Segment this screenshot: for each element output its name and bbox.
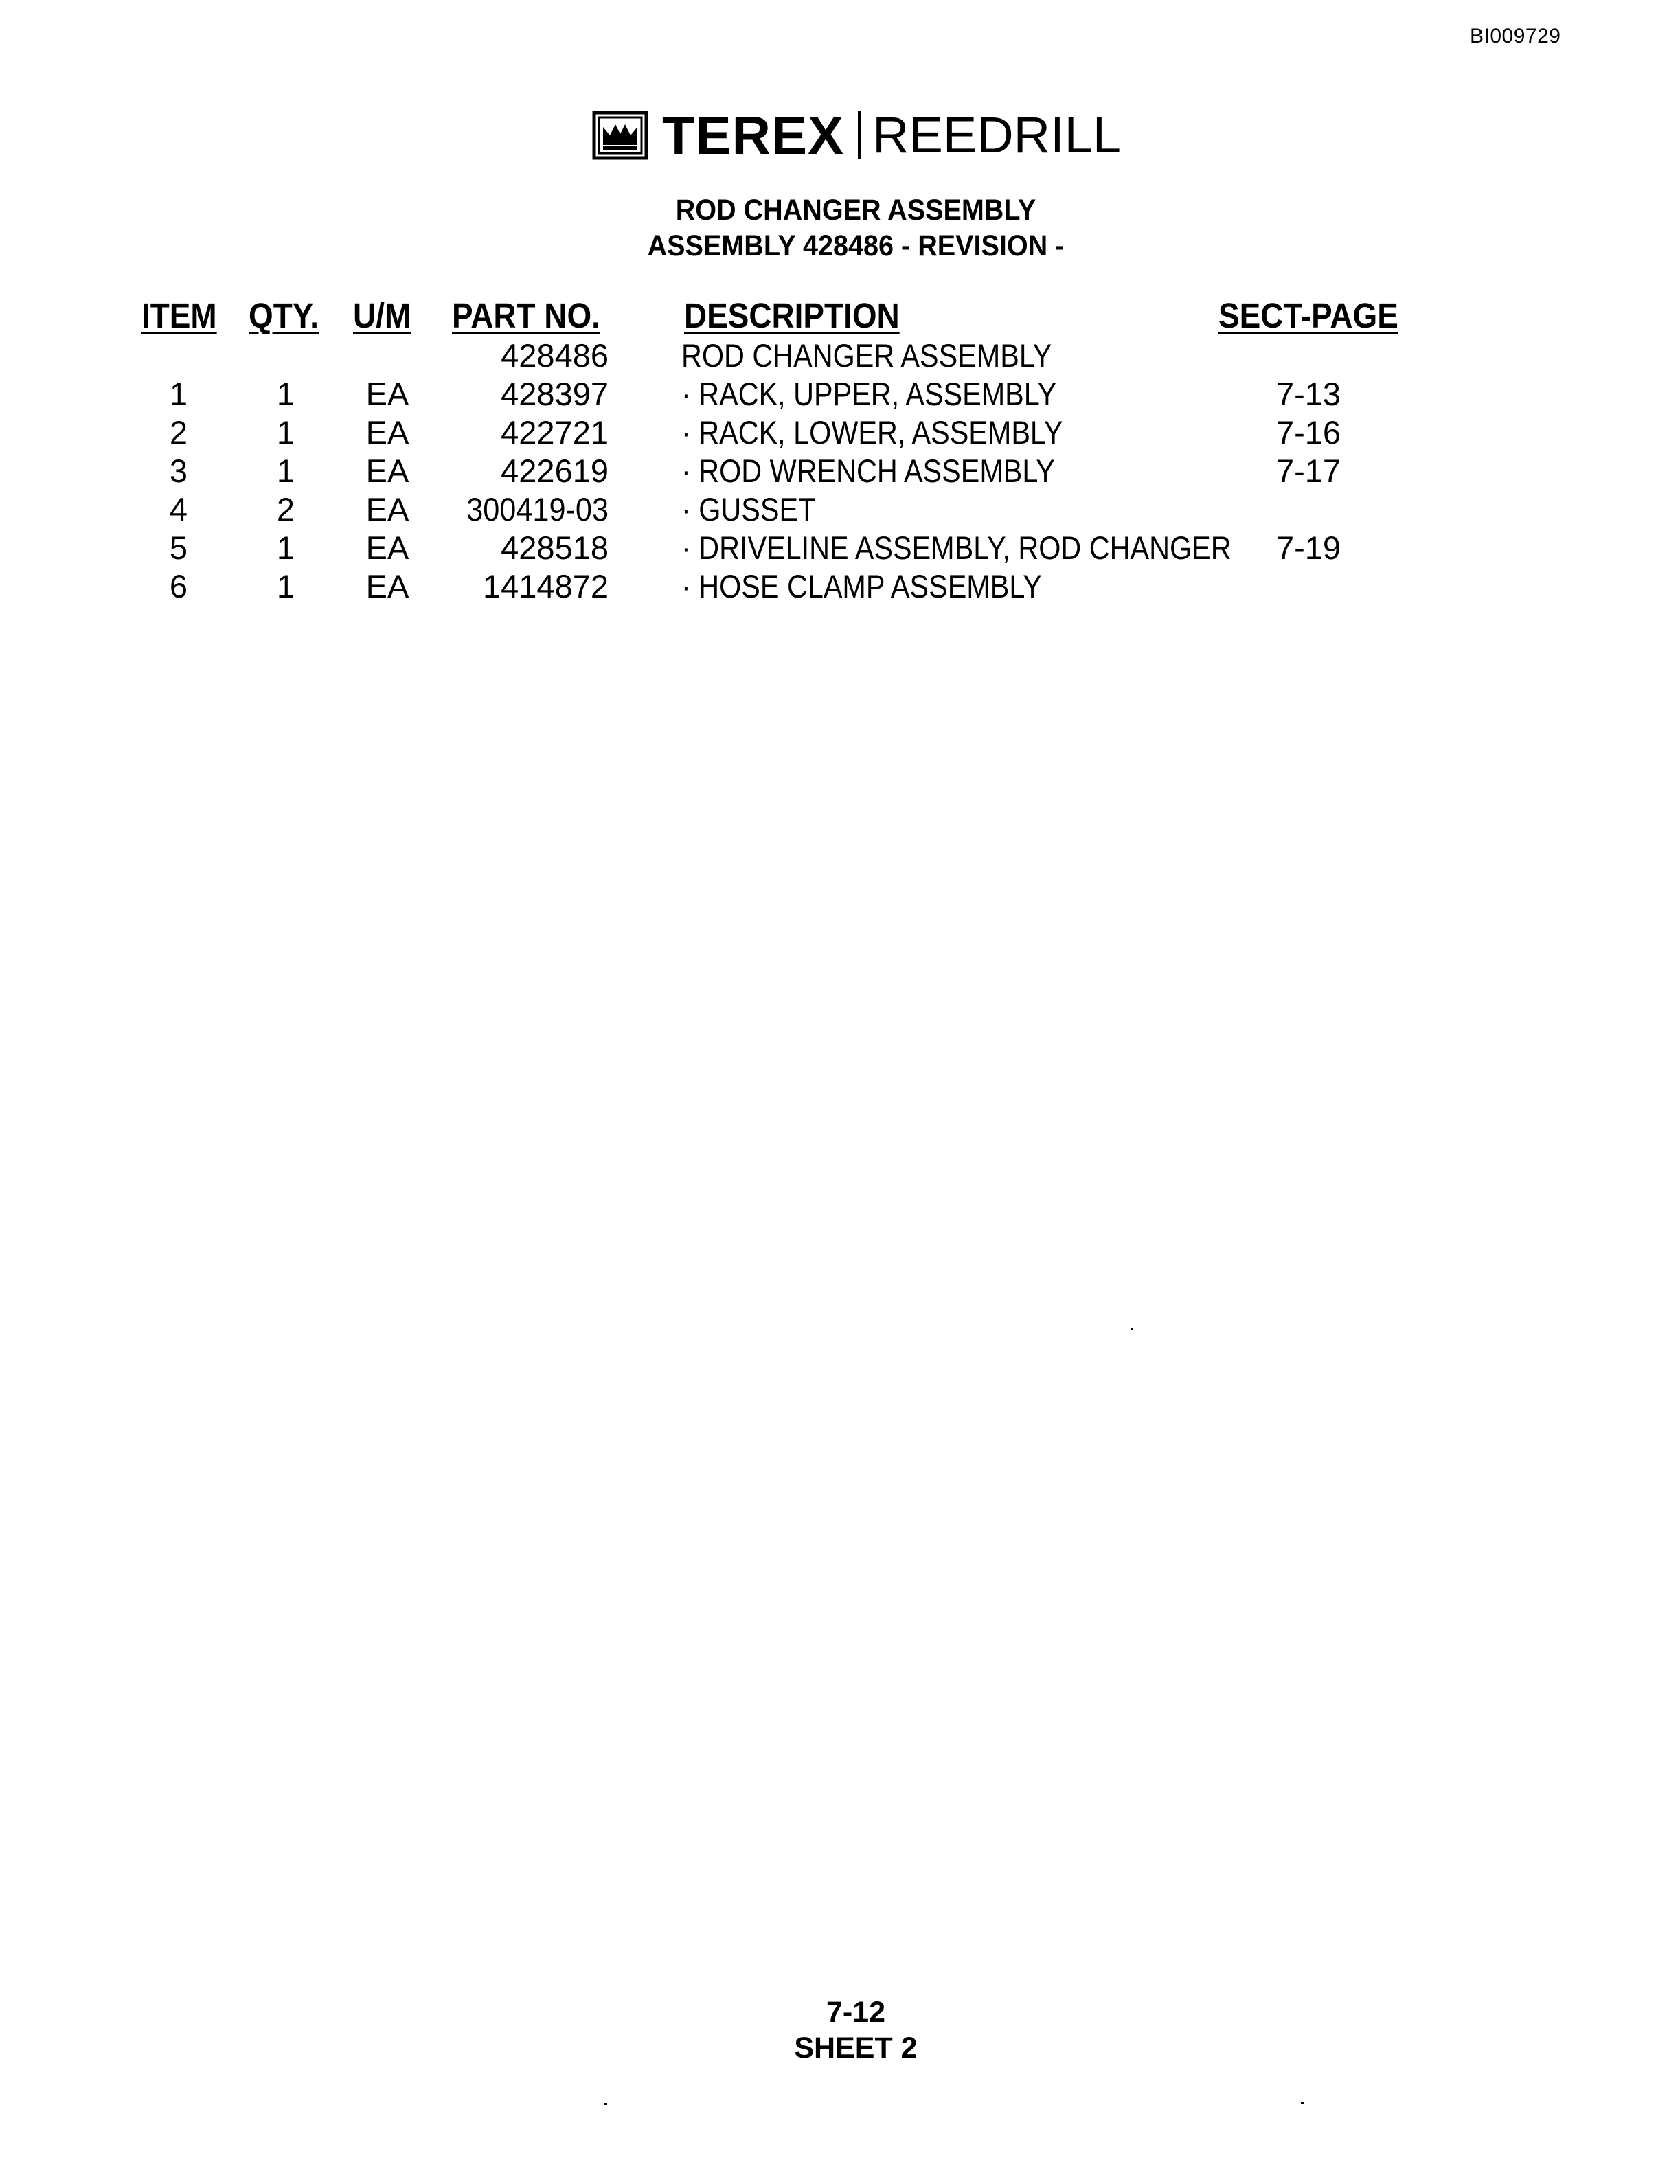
cell-item: 1 — [169, 376, 188, 412]
header-description: DESCRIPTION — [684, 296, 900, 335]
page-title: ROD CHANGER ASSEMBLY — [675, 194, 1036, 227]
cell-part-no: 422721 — [501, 414, 609, 451]
cell-part-no: 428486 — [501, 337, 609, 374]
cell-part-no: 428518 — [501, 530, 609, 566]
cell-um: EA — [365, 491, 409, 527]
cell-description: · HOSE CLAMP ASSEMBLY — [681, 568, 1042, 604]
cell-sect-page: 7-13 — [1275, 376, 1341, 412]
cell-qty: 2 — [276, 491, 295, 527]
cell-sect-page: 7-16 — [1275, 414, 1341, 451]
cell-qty: 1 — [276, 453, 295, 489]
scan-speck — [1301, 2102, 1304, 2104]
cell-item: 5 — [169, 530, 188, 566]
scan-speck — [1131, 1328, 1133, 1330]
header-qty: QTY. — [249, 296, 319, 335]
cell-sect-page: 7-17 — [1275, 453, 1341, 489]
cell-item: 4 — [169, 491, 188, 527]
brand-logo — [592, 105, 1121, 166]
cell-part-no: 300419-03 — [466, 491, 609, 527]
cell-description: · DRIVELINE ASSEMBLY, ROD CHANGER — [681, 530, 1231, 566]
cell-sect-page: 7-19 — [1275, 530, 1341, 566]
document-id: BI009729 — [1470, 25, 1561, 47]
cell-um: EA — [365, 414, 409, 451]
cell-description: · RACK, UPPER, ASSEMBLY — [681, 376, 1057, 412]
cell-part-no: 428397 — [501, 376, 609, 412]
cell-item: 6 — [169, 568, 188, 604]
cell-um: EA — [365, 453, 409, 489]
cell-description: · ROD WRENCH ASSEMBLY — [681, 453, 1055, 489]
cell-um: EA — [365, 530, 409, 566]
header-sect-page: SECT-PAGE — [1218, 296, 1398, 335]
scan-speck — [604, 2103, 607, 2105]
cell-part-no: 422619 — [501, 453, 609, 489]
cell-qty: 1 — [276, 376, 295, 412]
cell-description: · RACK, LOWER, ASSEMBLY — [681, 414, 1063, 451]
header-part-no: PART NO. — [452, 296, 600, 335]
header-um: U/M — [353, 296, 411, 335]
cell-description: · GUSSET — [681, 491, 816, 527]
cell-item: 3 — [169, 453, 188, 489]
header-item: ITEM — [141, 296, 217, 335]
page-number: 7-12 — [826, 1996, 886, 2029]
cell-description: ROD CHANGER ASSEMBLY — [681, 337, 1052, 374]
page-subtitle: ASSEMBLY 428486 - REVISION - — [647, 229, 1065, 262]
brand-divider — [858, 111, 861, 159]
cell-qty: 1 — [276, 530, 295, 566]
cell-um: EA — [365, 568, 409, 604]
cell-qty: 1 — [276, 568, 295, 604]
sheet-label: SHEET 2 — [794, 2032, 918, 2064]
terex-crown-logo-icon — [592, 111, 648, 160]
cell-um: EA — [365, 376, 409, 412]
brand-name: TEREX — [662, 105, 845, 166]
cell-qty: 1 — [276, 414, 295, 451]
cell-item: 2 — [169, 414, 188, 451]
brand-product: REEDRILL — [872, 106, 1121, 163]
cell-part-no: 1414872 — [483, 568, 609, 604]
